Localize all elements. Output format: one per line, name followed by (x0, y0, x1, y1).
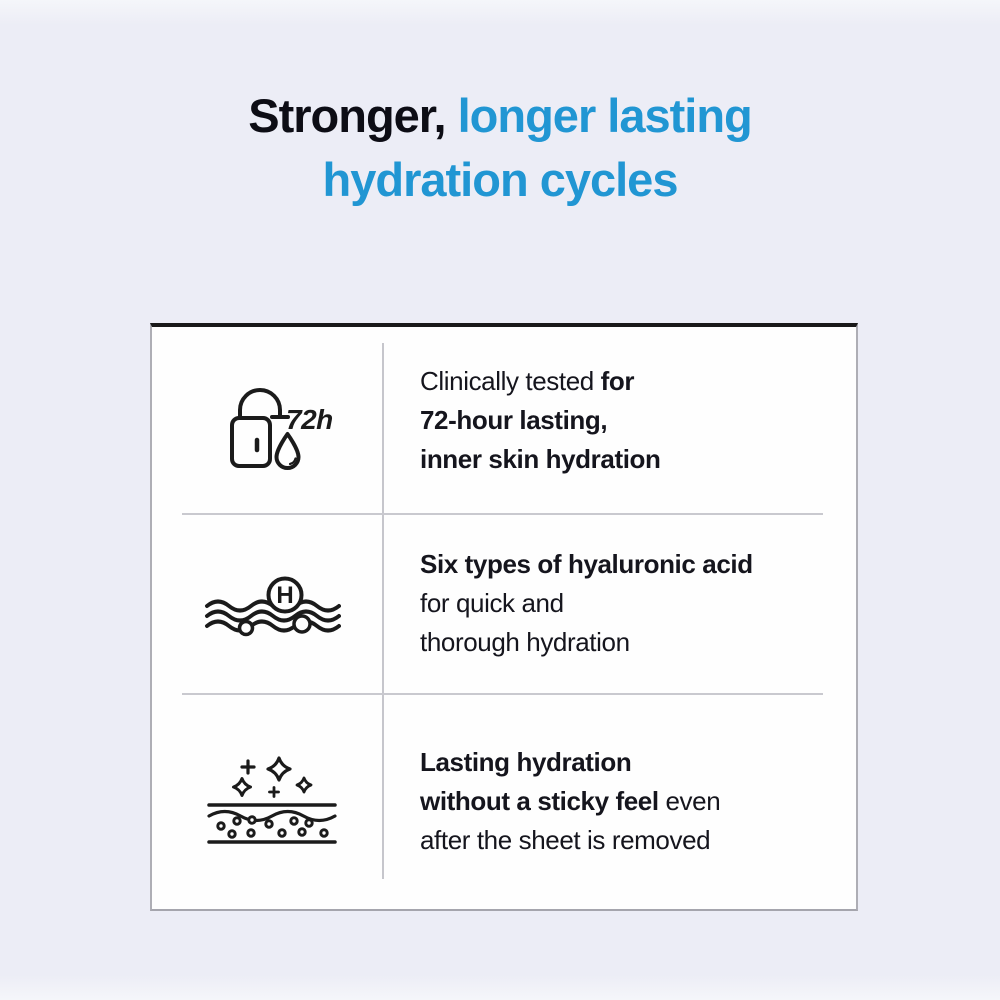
feature-text (384, 693, 856, 909)
feature-icon-cell (152, 327, 384, 513)
text-segment-bold: Six types of hyaluronic acid (420, 548, 753, 579)
lock-shackle (240, 390, 280, 418)
headline-line-2: hydration cycles (322, 153, 678, 206)
text-segment: Clinically tested (420, 365, 601, 396)
water-drop-icon (276, 434, 298, 468)
feature-row-hyaluronic-acid (152, 513, 856, 693)
sparkle-star-icon (234, 779, 251, 796)
skin-dot (248, 830, 254, 836)
text-segment: even (658, 785, 721, 816)
text-segment: after the sheet is removed (420, 824, 711, 855)
skin-dot (249, 817, 255, 823)
headline (0, 84, 1000, 212)
headline-accent-text: longer lasting (445, 89, 752, 142)
feature-line (420, 623, 842, 662)
feature-line (420, 401, 842, 440)
icon-badge-72h: 72h (285, 404, 333, 435)
molecule-bubble (294, 616, 310, 632)
headline-line-1 (0, 84, 1000, 148)
feature-icon-cell (152, 693, 384, 909)
molecule-bubble (240, 622, 253, 635)
skin-dot (266, 821, 272, 827)
wave-line (207, 612, 339, 621)
text-segment-bold: Lasting hydration (420, 746, 632, 777)
skin-dot (218, 823, 224, 829)
text-segment-bold: for (600, 365, 635, 396)
sparkle-star-icon (297, 778, 311, 792)
text-segment-bold: 72-hour lasting, (420, 404, 608, 435)
feature-line (420, 440, 842, 479)
feature-line (420, 584, 842, 623)
lock-body (232, 418, 270, 466)
feature-text (384, 327, 856, 513)
skin-dot (306, 820, 312, 826)
feature-line (420, 782, 842, 821)
text-segment: thorough hydration (420, 626, 630, 657)
feature-line (420, 545, 842, 584)
hyaluronic-acid-waves-icon (201, 558, 341, 648)
text-segment-bold: inner skin hydration (420, 443, 661, 474)
headline-dark-text: Stronger, (248, 89, 446, 142)
feature-text (384, 513, 856, 693)
skin-dot (279, 830, 285, 836)
skin-dot (234, 818, 240, 824)
feature-row-clinically-tested (152, 327, 856, 513)
feature-icon-cell (152, 513, 384, 693)
icon-letter-h: H (276, 582, 294, 609)
skin-dot (299, 829, 305, 835)
skin-wave-line (209, 812, 335, 821)
wave-line (207, 622, 339, 631)
text-segment-bold: without a sticky feel (420, 785, 659, 816)
skin-dot (321, 830, 327, 836)
sparkle-star-icon (268, 758, 290, 780)
skin-dot (229, 831, 235, 837)
feature-row-no-sticky-feel (152, 693, 856, 909)
skin-dot (291, 818, 297, 824)
feature-line (420, 743, 842, 782)
text-segment: for quick and (420, 587, 564, 618)
lock-72h-water-drop-icon (200, 364, 350, 476)
feature-line (420, 821, 842, 860)
feature-line (420, 362, 842, 401)
skin-layers-sparkles-icon (201, 741, 341, 861)
feature-card (150, 323, 858, 911)
